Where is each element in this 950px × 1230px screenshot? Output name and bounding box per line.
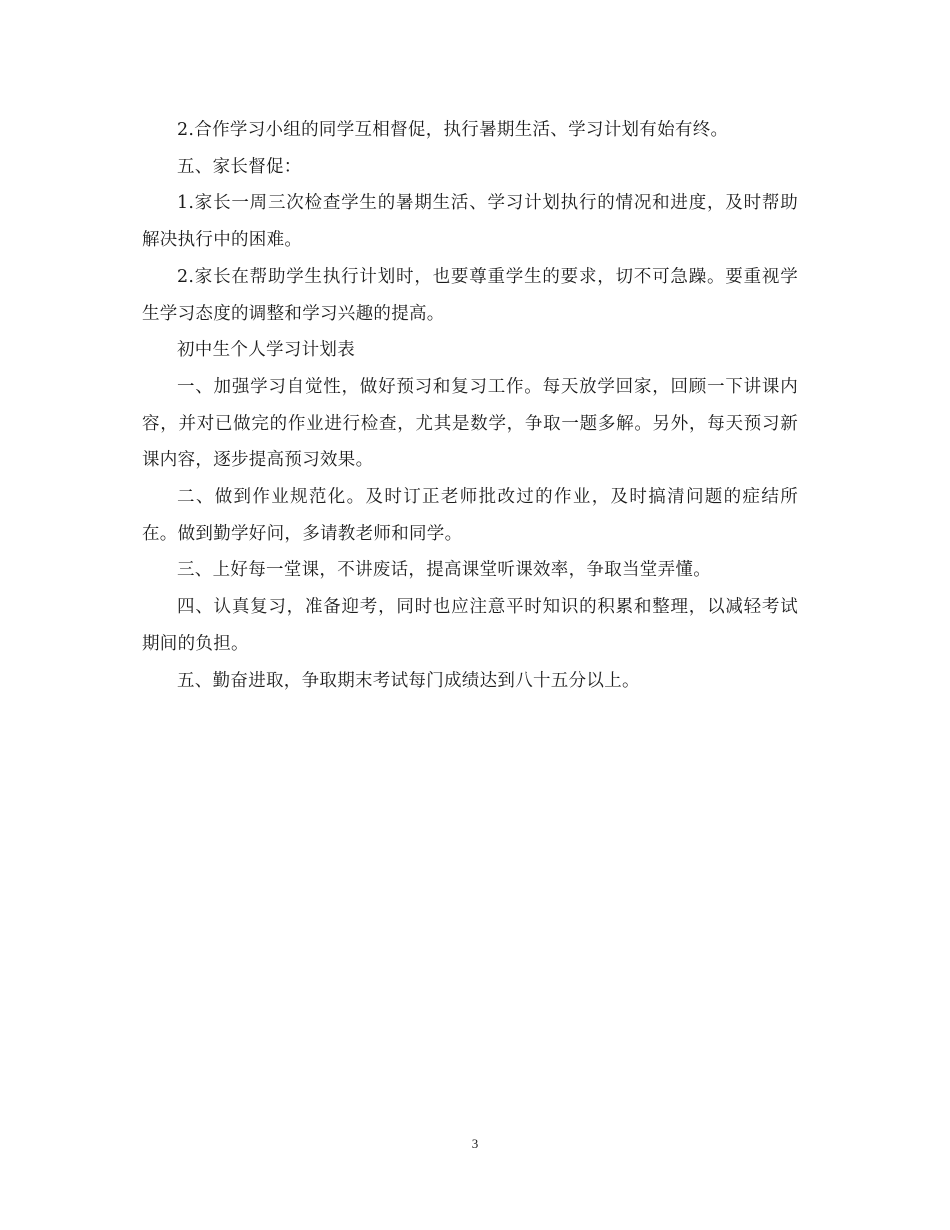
paragraph-plan-item-4: 四、认真复习，准备迎考，同时也应注意平时知识的积累和整理，以减轻考试期间的负担。 [142,597,798,654]
paragraph-plan-item-2: 二、做到作业规范化。及时订正老师批改过的作业，及时搞清问题的症结所在。做到勤学好问，多请教老师和同学。 [142,487,798,544]
paragraph-plan-item-1: 一、加强学习自觉性，做好预习和复习工作。每天放学回家，回顾一下讲课内容，并对已做完的作业进行检查，尤其是数学，争取一题多解。另外，每天预习新课内容，逐步提高预习效果。 [142,376,798,471]
paragraph-peer-supervision: 2.合作学习小组的同学互相督促，执行暑期生活、学习计划有始有终。 [177,120,729,140]
paragraph-plan-item-5: 五、勤奋进取，争取期末考试每门成绩达到八十五分以上。 [177,670,640,691]
heading-parent-supervision: 五、家长督促： [177,156,302,177]
paragraph-parent-respect: 2.家长在帮助学生执行计划时，也要尊重学生的要求，切不可急躁。要重视学生学习态度的调整和学习兴趣的提高。 [142,266,798,324]
paragraph-parent-weekly-check: 1.家长一周三次检查学生的暑期生活、学习计划执行的情况和进度，及时帮助解决执行中的困难。 [142,193,798,251]
paragraph-plan-item-3: 三、上好每一堂课，不讲废话，提高课堂听课效率，争取当堂弄懂。 [177,560,711,581]
heading-study-plan: 初中生个人学习计划表 [177,340,355,361]
page-number: 3 [471,1136,479,1151]
document-body [142,112,798,699]
